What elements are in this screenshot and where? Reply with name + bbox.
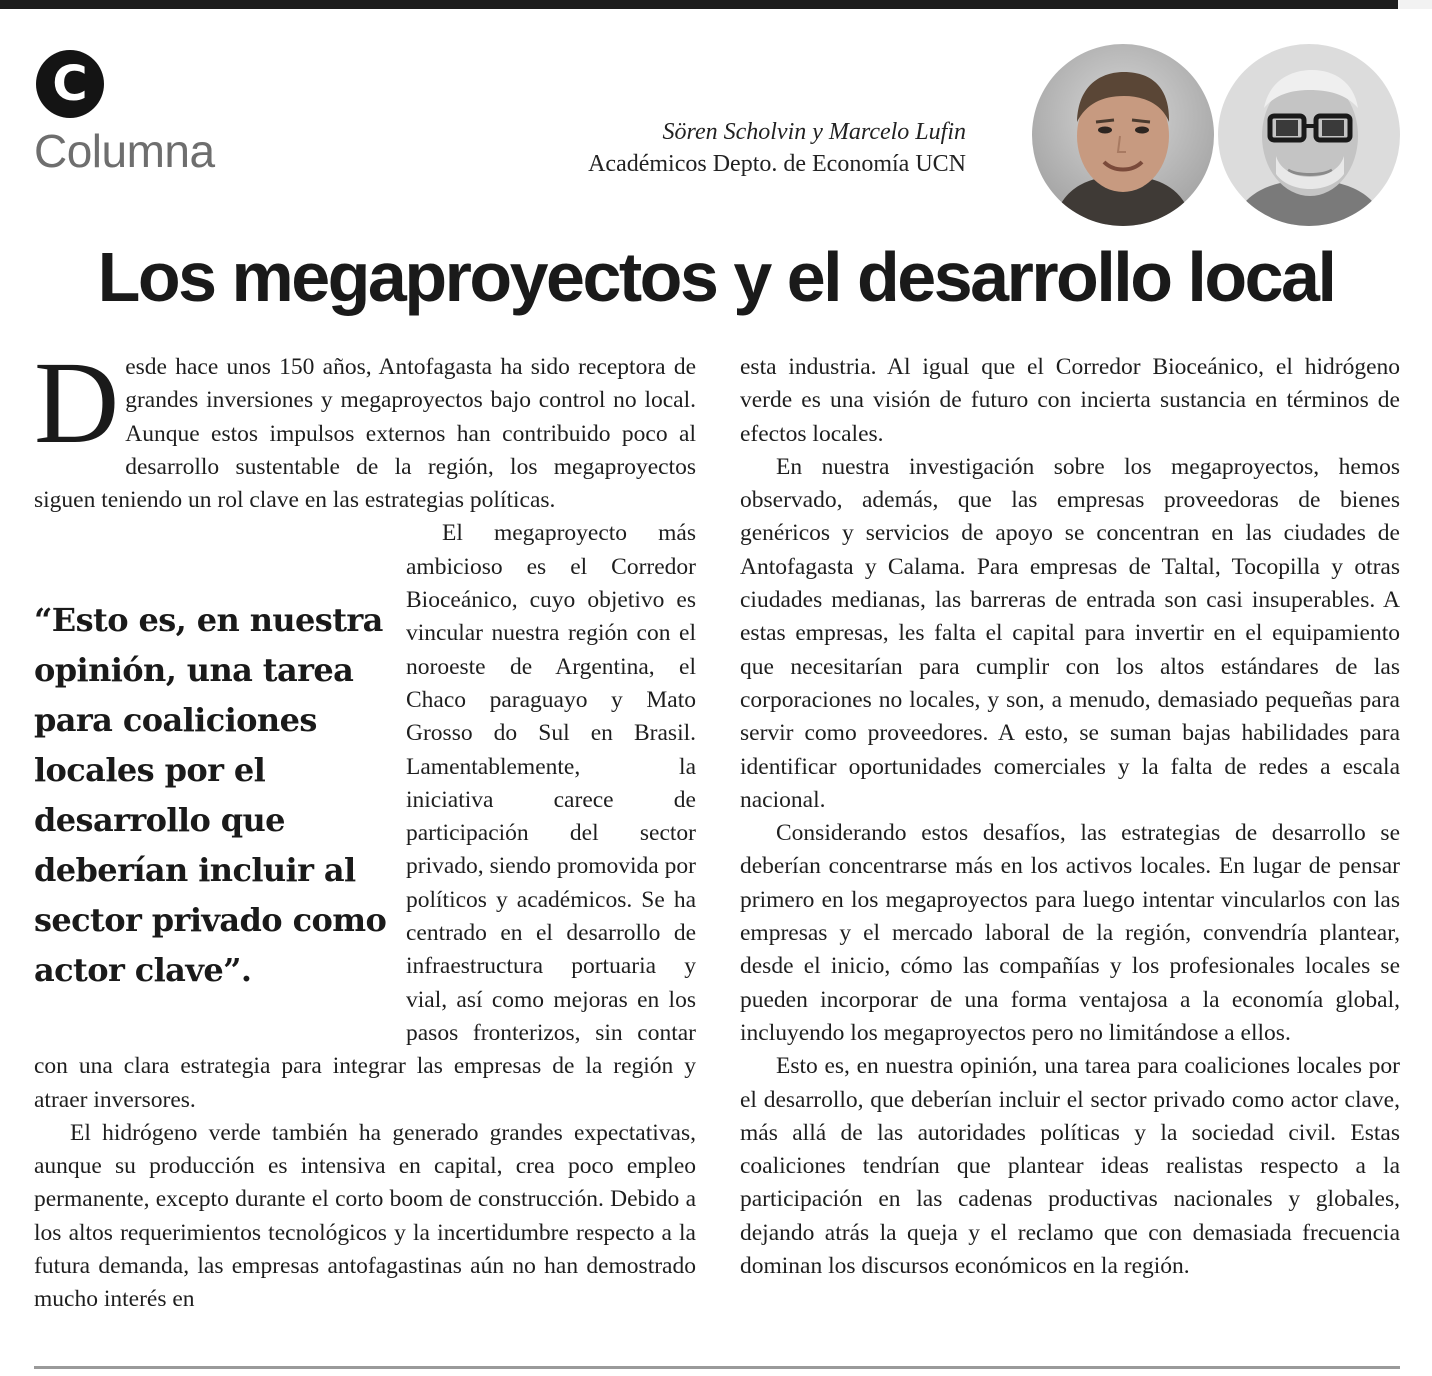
portrait-photo-icon	[1032, 44, 1214, 226]
author-photo-scholvin	[1032, 44, 1214, 226]
pull-quote: “Esto es, en nuestra opinión, una tarea para coaliciones locales por el desarrollo que deberían incluir al sector privado como actor clave”.	[34, 601, 387, 990]
top-rule	[0, 0, 1398, 9]
article-column-right	[740, 351, 1400, 1283]
top-rule-edge	[1398, 0, 1432, 9]
article-paragraph-1	[34, 337, 696, 517]
portrait-photo-icon	[1218, 44, 1400, 226]
article-paragraph-2: El megaproyecto más ambicioso es el Corredor Bioceánico, cuyo objetivo es vincular nuestra región con el noroeste de Argentina, el Chaco paraguayo y Mato Grosso do Sul en Brasil. Lamentablemente, la iniciativa carece de participación del sector privado, siendo promovida por políticos y académicos. Se ha centrado en el desarrollo de infraestructura portuaria y vial, así como mejoras en los pasos fronterizos, sin contar con una clara estrategia para integrar las empresas de la región y atraer inversores.	[34, 520, 696, 1113]
article-paragraph-6: Esto es, en nuestra opinión, una tarea para coaliciones locales por el desarrollo, que deberían incluir el sector privado como actor clave, más allá de las autoridades políticas y la sociedad civil. Estas coaliciones tendrían que plantear ideas realistas respecto a la participación en las cadenas productivas nacionales y globales, dejando atrás la queja y el reclamo que con demasiada frecuencia dominan los discursos económicos en la región.	[740, 1053, 1400, 1280]
headline: Los megaproyectos y el desarrollo local	[97, 238, 1335, 316]
article-paragraph-4: En nuestra investigación sobre los megaproyectos, hemos observado, además, que las empresas proveedoras de bienes genéricos y servicios de apoyo se concentran en las ciudades de Antofagasta y Calama. Para empresas de Taltal, Tocopilla y otras ciudades medianas, las barreras de entrada son casi insuperables. A estas empresas, les falta el capital para invertir en el equipamiento que necesitarían para cumplir con los altos estándares de las corporaciones no locales, y son, a menudo, demasiado pequeñas para servir como proveedores. A esto, se suman bajas habilidades para identificar oportunidades comerciales y la falta de redes a escala nacional.	[740, 453, 1400, 813]
byline	[588, 116, 966, 180]
article-paragraph-1-text: esde hace unos 150 años, Antofagasta ha sido receptora de grandes inversiones y megaproyectos bajo control no local. Aunque estos impulsos externos han contribuido poco al desarrollo sustentable de la región, los megaproyectos siguen teniendo un rol clave en las estrategias políticas.	[34, 354, 696, 514]
bottom-rule	[34, 1366, 1400, 1369]
section-badge: C	[36, 50, 104, 118]
byline-affiliation: Académicos Depto. de Economía UCN	[588, 151, 966, 177]
byline-authors: Sören Scholvin y Marcelo Lufin	[662, 119, 966, 145]
author-photo-lufin	[1218, 44, 1400, 226]
drop-cap: D	[34, 337, 120, 468]
section-label: Columna	[34, 125, 215, 177]
article-paragraph-3-part-2: esta industria. Al igual que el Corredor Bioceánico, el hidrógeno verde es una visión de futuro con incierta sustancia en términos de efectos locales.	[740, 354, 1400, 447]
article-paragraph-3-part-1: El hidrógeno verde también ha generado grandes expectativas, aunque su producción es intensiva en capital, crea poco empleo permanente, excepto durante el corto boom de construcción. Debido a los altos requerimientos tecnológicos y la incertidumbre respecto a la futura demanda, las empresas antofagastinas aún no han demostrado mucho interés en	[34, 1119, 696, 1313]
article-column-left	[34, 337, 696, 1317]
article-paragraph-5: Considerando estos desafíos, las estrategias de desarrollo se deberían concentrarse más en los activos locales. En lugar de pensar primero en los megaproyectos para luego intentar vincularlos con las empresas y el mercado laboral de la región, convendría plantear, desde el inicio, cómo las compañías y los profesionales locales se pueden incorporar de una forma ventajosa a la economía global, incluyendo los megaproyectos pero no limitándose a ellos.	[740, 820, 1400, 1046]
